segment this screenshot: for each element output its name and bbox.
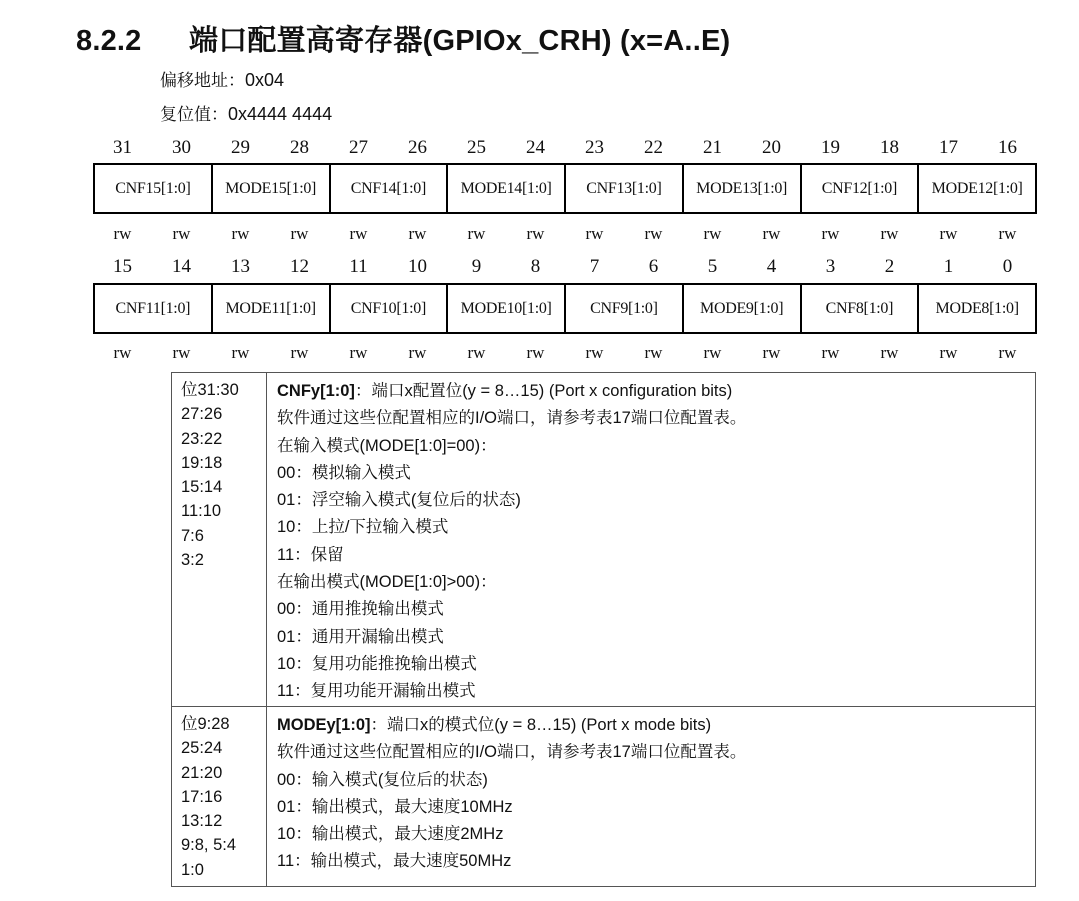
access-rw: rw bbox=[349, 224, 368, 243]
mode-bit-range-line: 25:24 bbox=[181, 739, 223, 758]
bit-number: 12 bbox=[290, 256, 309, 277]
offset-line bbox=[160, 66, 284, 91]
bit-number: 0 bbox=[1002, 256, 1013, 277]
section-number: 8.2.2 bbox=[76, 25, 142, 57]
upper-register-fields bbox=[93, 163, 1037, 214]
bit-number: 17 bbox=[939, 137, 958, 158]
access-rw: rw bbox=[408, 224, 427, 243]
upper-bit-numbers bbox=[93, 137, 1037, 161]
mode-title-text: ：端口x的模式位(y = 8…15) (Port x mode bits) bbox=[370, 716, 712, 734]
bit-number: 6 bbox=[648, 256, 659, 277]
section-title: 端口配置高寄存器(GPIOx_CRH) (x=A..E) bbox=[189, 25, 731, 57]
cnf-description-line: 在输入模式(MODE[1:0]=00)： bbox=[277, 436, 497, 455]
access-rw: rw bbox=[821, 224, 840, 243]
register-field: MODE15[1:0] bbox=[212, 163, 330, 214]
cnf-description-line: 01：通用开漏输出模式 bbox=[277, 627, 444, 646]
mode-description-line: 00：输入模式(复位后的状态) bbox=[277, 770, 488, 789]
mode-description-line: 11：输出模式，最大速度50MHz bbox=[277, 852, 512, 871]
access-rw: rw bbox=[290, 224, 309, 243]
mode-bit-range-line: 9:8, 5:4 bbox=[181, 836, 237, 855]
mode-bit-range bbox=[172, 707, 267, 886]
cnf-bit-range-line: 3:2 bbox=[181, 551, 204, 570]
mode-description bbox=[267, 707, 1035, 886]
cnf-field-name: CNFy[1:0] bbox=[277, 382, 355, 400]
bit-number: 7 bbox=[589, 256, 600, 277]
lower-register-fields bbox=[93, 283, 1037, 334]
cnf-description-line: 在输出模式(MODE[1:0]>00)： bbox=[277, 573, 497, 592]
access-rw: rw bbox=[408, 343, 427, 362]
mode-field-name: MODEy[1:0] bbox=[277, 716, 371, 734]
mode-description-line: 01：输出模式，最大速度10MHz bbox=[277, 797, 513, 816]
cnf-description-line: 10：复用功能推挽输出模式 bbox=[277, 654, 477, 673]
cnf-description-line: 01：浮空输入模式(复位后的状态) bbox=[277, 491, 521, 510]
cnf-bit-range bbox=[172, 373, 267, 706]
offset-label: 偏移地址： bbox=[160, 71, 245, 91]
access-rw: rw bbox=[172, 224, 191, 243]
bit-number: 16 bbox=[998, 137, 1017, 158]
access-rw: rw bbox=[880, 343, 899, 362]
bit-number: 15 bbox=[113, 256, 132, 277]
bit-number: 8 bbox=[530, 256, 541, 277]
bit-number: 18 bbox=[880, 137, 899, 158]
cnf-description-row bbox=[172, 373, 1035, 707]
access-rw: rw bbox=[880, 224, 899, 243]
access-rw: rw bbox=[821, 343, 840, 362]
bit-number: 14 bbox=[172, 256, 191, 277]
access-rw: rw bbox=[585, 224, 604, 243]
bit-number: 10 bbox=[408, 256, 427, 277]
bit-number: 27 bbox=[349, 137, 368, 158]
cnf-description-line: 00：模拟输入模式 bbox=[277, 463, 411, 482]
mode-description-line: 软件通过这些位配置相应的I/O端口，请参考表17端口位配置表。 bbox=[277, 743, 747, 762]
register-field: MODE11[1:0] bbox=[212, 283, 330, 334]
bit-number: 1 bbox=[943, 256, 954, 277]
register-field: MODE13[1:0] bbox=[683, 163, 801, 214]
mode-bit-range-line: 21:20 bbox=[181, 763, 223, 782]
reset-label: 复位值： bbox=[160, 105, 228, 125]
access-rw: rw bbox=[349, 343, 368, 362]
bit-number: 5 bbox=[707, 256, 718, 277]
lower-bit-numbers bbox=[93, 256, 1037, 280]
register-field: CNF11[1:0] bbox=[93, 283, 212, 334]
access-rw: rw bbox=[644, 343, 663, 362]
reset-value: 0x4444 4444 bbox=[228, 104, 333, 124]
register-field: CNF15[1:0] bbox=[93, 163, 212, 214]
access-rw: rw bbox=[644, 224, 663, 243]
mode-bit-range-line: 17:16 bbox=[181, 787, 223, 806]
register-field: CNF13[1:0] bbox=[565, 163, 683, 214]
access-rw: rw bbox=[172, 343, 191, 362]
bit-number: 11 bbox=[349, 256, 368, 277]
bit-number: 24 bbox=[526, 137, 545, 158]
bit-number: 2 bbox=[884, 256, 895, 277]
register-field: MODE14[1:0] bbox=[447, 163, 565, 214]
bit-number: 20 bbox=[762, 137, 781, 158]
register-field: CNF12[1:0] bbox=[801, 163, 919, 214]
bit-number: 3 bbox=[825, 256, 836, 277]
cnf-description-line: 11：保留 bbox=[277, 545, 344, 564]
bit-number: 23 bbox=[585, 137, 604, 158]
access-rw: rw bbox=[113, 224, 132, 243]
cnf-description-line: 软件通过这些位配置相应的I/O端口，请参考表17端口位配置表。 bbox=[277, 409, 747, 428]
lower-access-row bbox=[93, 343, 1037, 365]
mode-description-row bbox=[172, 707, 1035, 886]
access-rw: rw bbox=[231, 224, 250, 243]
mode-description-line: 10：输出模式，最大速度2MHz bbox=[277, 825, 504, 844]
cnf-title bbox=[277, 378, 1035, 405]
offset-value: 0x04 bbox=[245, 70, 285, 90]
access-rw: rw bbox=[762, 343, 781, 362]
register-field: CNF8[1:0] bbox=[801, 283, 919, 334]
mode-bit-range-line: 1:0 bbox=[181, 860, 204, 879]
bit-number: 29 bbox=[231, 137, 250, 158]
register-field: MODE9[1:0] bbox=[683, 283, 801, 334]
access-rw: rw bbox=[113, 343, 132, 362]
bit-number: 26 bbox=[408, 137, 427, 158]
mode-title bbox=[277, 712, 1035, 739]
bit-description-table bbox=[171, 372, 1036, 887]
cnf-title-text: ：端口x配置位(y = 8…15) (Port x configuration bits) bbox=[354, 382, 733, 400]
cnf-description-line: 00：通用推挽输出模式 bbox=[277, 600, 444, 619]
bit-number: 25 bbox=[467, 137, 486, 158]
bit-number: 19 bbox=[821, 137, 840, 158]
access-rw: rw bbox=[526, 343, 545, 362]
bit-number: 4 bbox=[766, 256, 777, 277]
cnf-bit-range-line: 位31:30 bbox=[181, 381, 239, 399]
cnf-bit-range-line: 19:18 bbox=[181, 453, 223, 472]
bit-number: 22 bbox=[644, 137, 663, 158]
access-rw: rw bbox=[290, 343, 309, 362]
register-field: CNF14[1:0] bbox=[330, 163, 448, 214]
register-field: CNF10[1:0] bbox=[330, 283, 448, 334]
access-rw: rw bbox=[998, 343, 1017, 362]
cnf-bit-range-line: 15:14 bbox=[181, 478, 223, 497]
access-rw: rw bbox=[703, 224, 722, 243]
register-field: MODE12[1:0] bbox=[918, 163, 1037, 214]
access-rw: rw bbox=[762, 224, 781, 243]
access-rw: rw bbox=[939, 224, 958, 243]
register-field: MODE10[1:0] bbox=[447, 283, 565, 334]
access-rw: rw bbox=[998, 224, 1017, 243]
cnf-bit-range-line: 23:22 bbox=[181, 429, 223, 448]
bit-number: 28 bbox=[290, 137, 309, 158]
section-heading bbox=[76, 18, 730, 59]
cnf-bit-range-line: 11:10 bbox=[181, 502, 222, 521]
cnf-description bbox=[267, 373, 1035, 706]
bit-number: 31 bbox=[113, 137, 132, 158]
register-field: MODE8[1:0] bbox=[918, 283, 1037, 334]
register-field: CNF9[1:0] bbox=[565, 283, 683, 334]
access-rw: rw bbox=[703, 343, 722, 362]
upper-access-row bbox=[93, 224, 1037, 246]
cnf-description-line: 10：上拉/下拉输入模式 bbox=[277, 518, 449, 537]
mode-bit-range-line: 13:12 bbox=[181, 812, 223, 831]
access-rw: rw bbox=[231, 343, 250, 362]
cnf-bit-range-line: 7:6 bbox=[181, 526, 204, 545]
bit-number: 30 bbox=[172, 137, 191, 158]
access-rw: rw bbox=[467, 343, 486, 362]
bit-number: 21 bbox=[703, 137, 722, 158]
mode-bit-range-line: 位9:28 bbox=[181, 715, 230, 733]
bit-number: 13 bbox=[231, 256, 250, 277]
cnf-bit-range-line: 27:26 bbox=[181, 405, 223, 424]
access-rw: rw bbox=[585, 343, 604, 362]
cnf-description-line: 11：复用功能开漏输出模式 bbox=[277, 682, 476, 701]
bit-number: 9 bbox=[471, 256, 482, 277]
access-rw: rw bbox=[939, 343, 958, 362]
access-rw: rw bbox=[467, 224, 486, 243]
reset-line bbox=[160, 100, 332, 125]
access-rw: rw bbox=[526, 224, 545, 243]
